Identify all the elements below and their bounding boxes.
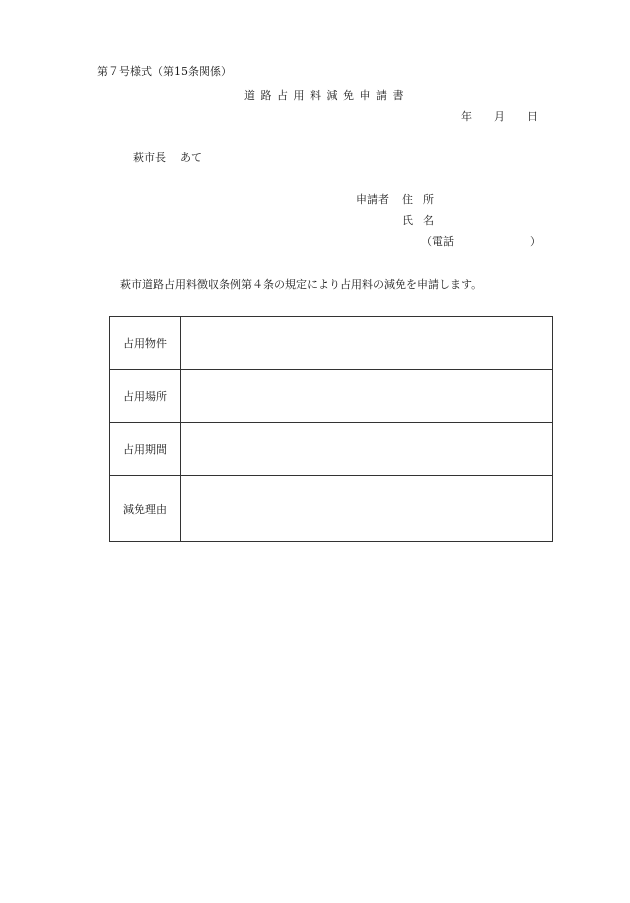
applicant-label: 申請者 xyxy=(356,193,389,206)
addressee-suffix: あて xyxy=(180,151,202,164)
row-label-reduction-reason: 減免理由 xyxy=(110,476,181,542)
row-value-occupied-object[interactable] xyxy=(181,317,553,370)
details-table xyxy=(109,316,553,542)
address-label: 住所 xyxy=(402,193,444,206)
addressee-name: 萩市長 xyxy=(133,151,166,164)
row-label-occupied-period: 占用期間 xyxy=(110,423,181,476)
name-label: 氏名 xyxy=(402,214,444,227)
phone-label: （電話 xyxy=(421,235,454,248)
row-value-occupied-place[interactable] xyxy=(181,370,553,423)
date-month-label: 月 xyxy=(494,110,505,123)
table-row xyxy=(110,317,553,370)
row-value-reduction-reason[interactable] xyxy=(181,476,553,542)
table-row xyxy=(110,423,553,476)
addressee xyxy=(133,151,202,165)
page-title: 道路占用料減免申請書 xyxy=(244,89,409,102)
row-label-occupied-object: 占用物件 xyxy=(110,317,181,370)
form-number: 第７号様式（第15条関係） xyxy=(97,65,232,78)
application-statement: 萩市道路占用料徴収条例第４条の規定により占用料の減免を申請します。 xyxy=(120,278,483,291)
table-row xyxy=(110,370,553,423)
phone-close-paren: ） xyxy=(530,235,541,248)
date-line xyxy=(461,110,538,124)
row-value-occupied-period[interactable] xyxy=(181,423,553,476)
table-row xyxy=(110,476,553,542)
row-label-occupied-place: 占用場所 xyxy=(110,370,181,423)
date-day-label: 日 xyxy=(527,110,538,123)
date-year-label: 年 xyxy=(461,110,472,123)
